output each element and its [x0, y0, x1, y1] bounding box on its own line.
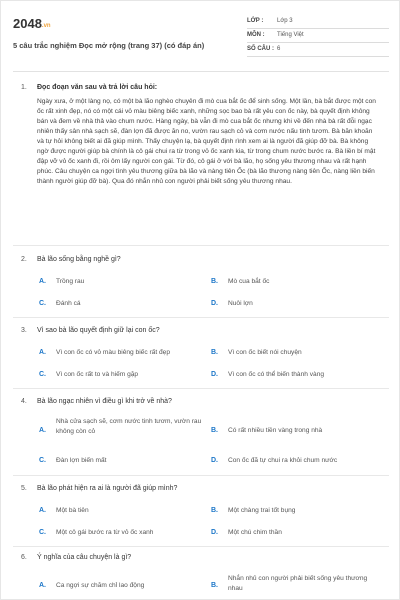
reading-passage: Ngày xưa, ở một làng nọ, có một bà lão nghèo chuyên đi mò cua bắt ốc để sinh sống. Một lần, bà bắt được một con ốc rất xinh đẹp, nó có một cái vỏ màu biêng biếc xanh, những sọc bao bà rất yêu con ốc này, bà quyết định không bán và đem về nhà thả vào chum nước. Hàng ngày, bà vẫn đi mò cua bắt ốc nhưng khi về đến nhà bà rất đỗi ngạc nhiên thấy sân nhà sạch sẽ, đàn lợn đã được ăn no, vườn rau sạch cỏ và cơm nước nấu tinh tươm. Bà băn khoăn và tự hỏi không biết ai đã giúp mình. Thấy chuyện lạ, bà quyết định rình xem ai là người đã giúp đỡ bà. Bà không ngờ được người giúp bà chính là cô gái chui ra từ trong vỏ ốc xanh kia, từ trong chum nước bước ra. Bà liền bí mật đập vỡ vỏ ốc xanh đi, rồi ôm lấy người con gái. Từ đó, cô gái ở với bà lão, họ sống yêu thương nhau và rất hạnh phúc. Câu chuyện ca ngợi tình yêu thương giữa bà lão và nàng tiên Ốc (bà lão thương nàng tiên Ốc, nàng liền biến thành người giúp đỡ bà). Qua đó nhắn nhủ con người phải biết sống yêu thương nhau.	[37, 98, 376, 186]
question-number: 2.	[21, 256, 27, 263]
option-letter[interactable]: A.	[39, 349, 46, 356]
option-text[interactable]: Nuôi lợn	[228, 300, 253, 307]
question-divider	[13, 245, 389, 246]
meta-row-subject	[247, 29, 389, 43]
meta-row-grade	[247, 15, 389, 29]
question-divider	[13, 388, 389, 389]
question-text: Đọc đoạn văn sau và trả lời câu hỏi:	[37, 84, 158, 91]
question-number: 3.	[21, 327, 27, 334]
question-number: 5.	[21, 485, 27, 492]
option-letter[interactable]: A.	[39, 278, 46, 285]
option-text[interactable]: Một cô gái bước ra từ vỏ ốc xanh	[56, 529, 154, 536]
meta-value: 6	[277, 46, 281, 53]
meta-value: Tiếng Việt	[277, 32, 304, 39]
option-text[interactable]: Có rất nhiều tiền vàng trong nhà	[228, 427, 323, 434]
logo-suffix: .vn	[41, 23, 51, 29]
question-divider	[13, 317, 389, 318]
option-letter[interactable]: B.	[211, 349, 218, 356]
option-text[interactable]: Mò cua bắt ốc	[228, 278, 270, 285]
option-text[interactable]: Một chàng trai tốt bụng	[228, 507, 296, 514]
option-text[interactable]: Đàn lợn biến mất	[56, 457, 107, 464]
option-text[interactable]: Con ốc đã tự chui ra khỏi chum nước	[228, 457, 338, 464]
option-letter[interactable]: D.	[211, 457, 218, 464]
option-text[interactable]: Vì con ốc có vỏ màu biêng biếc rất đẹp	[56, 349, 170, 356]
option-letter[interactable]: B.	[211, 507, 218, 514]
question-text: Bà lão phát hiện ra ai là người đã giúp mình?	[37, 485, 178, 492]
meta-key: SỐ CÂU :	[247, 46, 274, 53]
header-divider	[13, 71, 389, 72]
page-title: 5 câu trắc nghiệm Đọc mở rộng (trang 37) (có đáp án)	[13, 41, 205, 50]
option-text[interactable]: Đánh cá	[56, 300, 81, 307]
option-letter[interactable]: C.	[39, 371, 46, 378]
option-letter[interactable]: B.	[211, 582, 218, 589]
site-logo[interactable]	[13, 15, 51, 33]
option-text[interactable]: Vì con ốc biết nói chuyện	[228, 349, 302, 356]
option-letter[interactable]: C.	[39, 529, 46, 536]
question-text: Bà lão sống bằng nghề gì?	[37, 256, 121, 263]
meta-value: Lớp 3	[277, 18, 293, 25]
header	[13, 15, 389, 63]
question-number: 4.	[21, 398, 27, 405]
meta-table	[247, 15, 389, 57]
meta-row-count	[247, 43, 389, 57]
option-letter[interactable]: D.	[211, 300, 218, 307]
option-text[interactable]: Một bà tiên	[56, 507, 89, 514]
question-divider	[13, 546, 389, 547]
option-text[interactable]: Nhà cửa sạch sẽ, cơm nước tinh tươm, vườn rau không còn cỏ	[56, 418, 202, 435]
meta-key: MÔN :	[247, 32, 265, 39]
option-text[interactable]: Một chú chim thần	[228, 529, 282, 536]
option-letter[interactable]: D.	[211, 371, 218, 378]
option-letter[interactable]: A.	[39, 427, 46, 434]
option-letter[interactable]: B.	[211, 427, 218, 434]
option-text[interactable]: Trồng rau	[56, 278, 85, 285]
question-text: Ý nghĩa của câu chuyện là gì?	[37, 554, 132, 561]
option-text[interactable]: Nhắn nhủ con người phải biết sống yêu thương nhau	[228, 575, 368, 592]
option-letter[interactable]: A.	[39, 507, 46, 514]
question-divider	[13, 475, 389, 476]
meta-key: LỚP :	[247, 18, 264, 25]
option-text[interactable]: Ca ngợi sự chăm chỉ lao động	[56, 582, 145, 589]
question-number: 1.	[21, 84, 27, 91]
option-letter[interactable]: A.	[39, 582, 46, 589]
option-text[interactable]: Vì con ốc rất to và hiếm gặp	[56, 371, 139, 378]
option-letter[interactable]: B.	[211, 278, 218, 285]
logo-main: 2048	[13, 16, 42, 31]
question-number: 6.	[21, 554, 27, 561]
question-text: Bà lão ngạc nhiên vì điều gì khi trở về nhà?	[37, 398, 172, 405]
question-text: Vì sao bà lão quyết định giữ lại con ốc?	[37, 327, 160, 334]
option-text[interactable]: Vì con ốc có thể biến thành vàng	[228, 371, 325, 378]
option-letter[interactable]: C.	[39, 300, 46, 307]
option-letter[interactable]: D.	[211, 529, 218, 536]
option-letter[interactable]: C.	[39, 457, 46, 464]
